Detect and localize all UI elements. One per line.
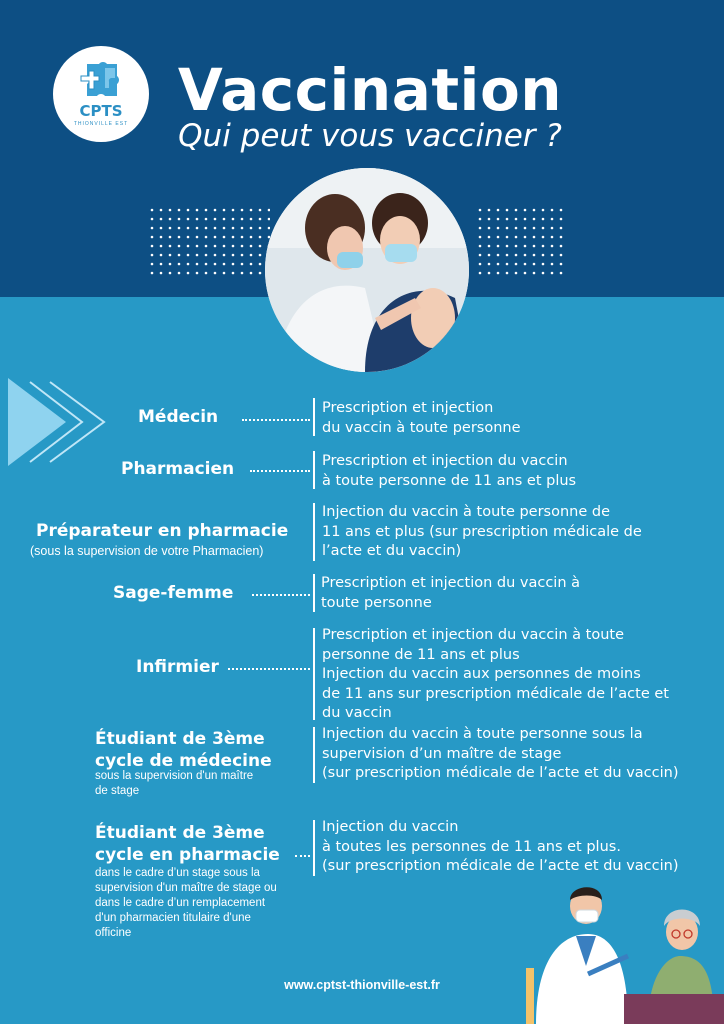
role-note bbox=[95, 769, 253, 799]
role-description bbox=[321, 574, 580, 613]
leader-line bbox=[242, 419, 310, 421]
description-line: du vaccin à toute personne bbox=[322, 419, 521, 436]
role-title-line: cycle en pharmacie bbox=[95, 845, 280, 865]
description-line: Prescription et injection du vaccin à bbox=[321, 575, 581, 591]
note-line: dans le cadre d’un remplacement bbox=[95, 897, 266, 909]
divider bbox=[313, 574, 315, 612]
description-line: (sur prescription médicale de l’acte et du vaccin) bbox=[322, 858, 679, 874]
leader-line bbox=[250, 470, 310, 472]
role-title-line: Étudiant de 3ème bbox=[95, 823, 265, 843]
role-description bbox=[322, 725, 679, 784]
role-pharmacien: Pharmacien bbox=[121, 459, 235, 479]
note-line: supervision d'un maître de stage ou bbox=[95, 882, 277, 894]
cpts-logo bbox=[53, 46, 149, 142]
note-line: d'un pharmacien titulaire d'une bbox=[95, 912, 251, 924]
dot-grid-right bbox=[478, 208, 564, 278]
description-line: à toutes les personnes de 11 ans et plus. bbox=[322, 838, 621, 855]
dot-grid-left bbox=[150, 208, 270, 278]
leader-line bbox=[252, 594, 310, 596]
description-line: 11 ans et plus (sur prescription médicale de bbox=[322, 523, 642, 540]
description-line: supervision d’un maître de stage bbox=[322, 745, 562, 762]
divider bbox=[313, 727, 315, 783]
description-line: (sur prescription médicale de l’acte et du vaccin) bbox=[322, 765, 679, 781]
divider bbox=[313, 451, 315, 489]
divider bbox=[313, 820, 315, 876]
description-line: Injection du vaccin à toute personne sous la bbox=[322, 726, 643, 742]
divider bbox=[313, 398, 315, 436]
note-line: sous la supervision d'un maître bbox=[95, 770, 254, 782]
role-note bbox=[95, 866, 277, 941]
role-description bbox=[322, 452, 576, 491]
description-line: Injection du vaccin bbox=[322, 819, 459, 835]
description-line: à toute personne de 11 ans et plus bbox=[322, 472, 577, 489]
logo-text: CPTS bbox=[79, 102, 123, 120]
description-line: Prescription et injection du vaccin bbox=[322, 453, 568, 469]
doctor-patient-illustration bbox=[518, 874, 724, 1024]
role-description bbox=[322, 503, 642, 562]
note-line: de stage bbox=[95, 785, 140, 797]
logo-subtext: THIONVILLE EST bbox=[73, 121, 129, 127]
description-line: Prescription et injection du vaccin à toute bbox=[322, 627, 624, 643]
leader-line bbox=[228, 668, 310, 670]
divider bbox=[313, 503, 315, 561]
page-subtitle: Qui peut vous vacciner ? bbox=[178, 118, 562, 154]
role-medecin: Médecin bbox=[138, 407, 219, 427]
puzzle-icon bbox=[53, 46, 149, 142]
arrows-icon bbox=[6, 378, 112, 466]
description-line: Prescription et injection bbox=[322, 400, 494, 416]
divider bbox=[313, 628, 315, 720]
vaccination-photo bbox=[265, 168, 469, 372]
role-note: (sous la supervision de votre Pharmacien) bbox=[30, 544, 264, 558]
role-sage-femme: Sage-femme bbox=[113, 583, 234, 603]
description-line: l’acte et du vaccin) bbox=[322, 543, 462, 559]
role-etudiant-medecine bbox=[95, 728, 272, 772]
role-title-line: Étudiant de 3ème bbox=[95, 729, 265, 749]
note-line: dans le cadre d’un stage sous la bbox=[95, 867, 260, 879]
page-title: Vaccination bbox=[177, 56, 563, 124]
website-link[interactable]: www.cptst-thionville-est.fr bbox=[284, 978, 440, 992]
description-line: du vaccin bbox=[322, 705, 392, 721]
description-line: de 11 ans sur prescription médicale de l’acte et bbox=[322, 685, 669, 702]
role-description bbox=[322, 399, 521, 438]
description-line: Injection du vaccin aux personnes de moins bbox=[322, 666, 641, 682]
description-line: Injection du vaccin à toute personne de bbox=[322, 504, 611, 520]
role-infirmier: Infirmier bbox=[136, 657, 219, 677]
role-preparateur: Préparateur en pharmacie bbox=[36, 521, 289, 541]
role-etudiant-pharmacie bbox=[95, 822, 280, 866]
role-description bbox=[322, 818, 679, 877]
description-line: toute personne bbox=[321, 594, 432, 611]
description-line: personne de 11 ans et plus bbox=[322, 646, 520, 663]
note-line: officine bbox=[95, 927, 132, 939]
role-title-line: cycle de médecine bbox=[95, 751, 272, 771]
leader-line bbox=[295, 855, 310, 857]
role-description bbox=[322, 626, 669, 724]
